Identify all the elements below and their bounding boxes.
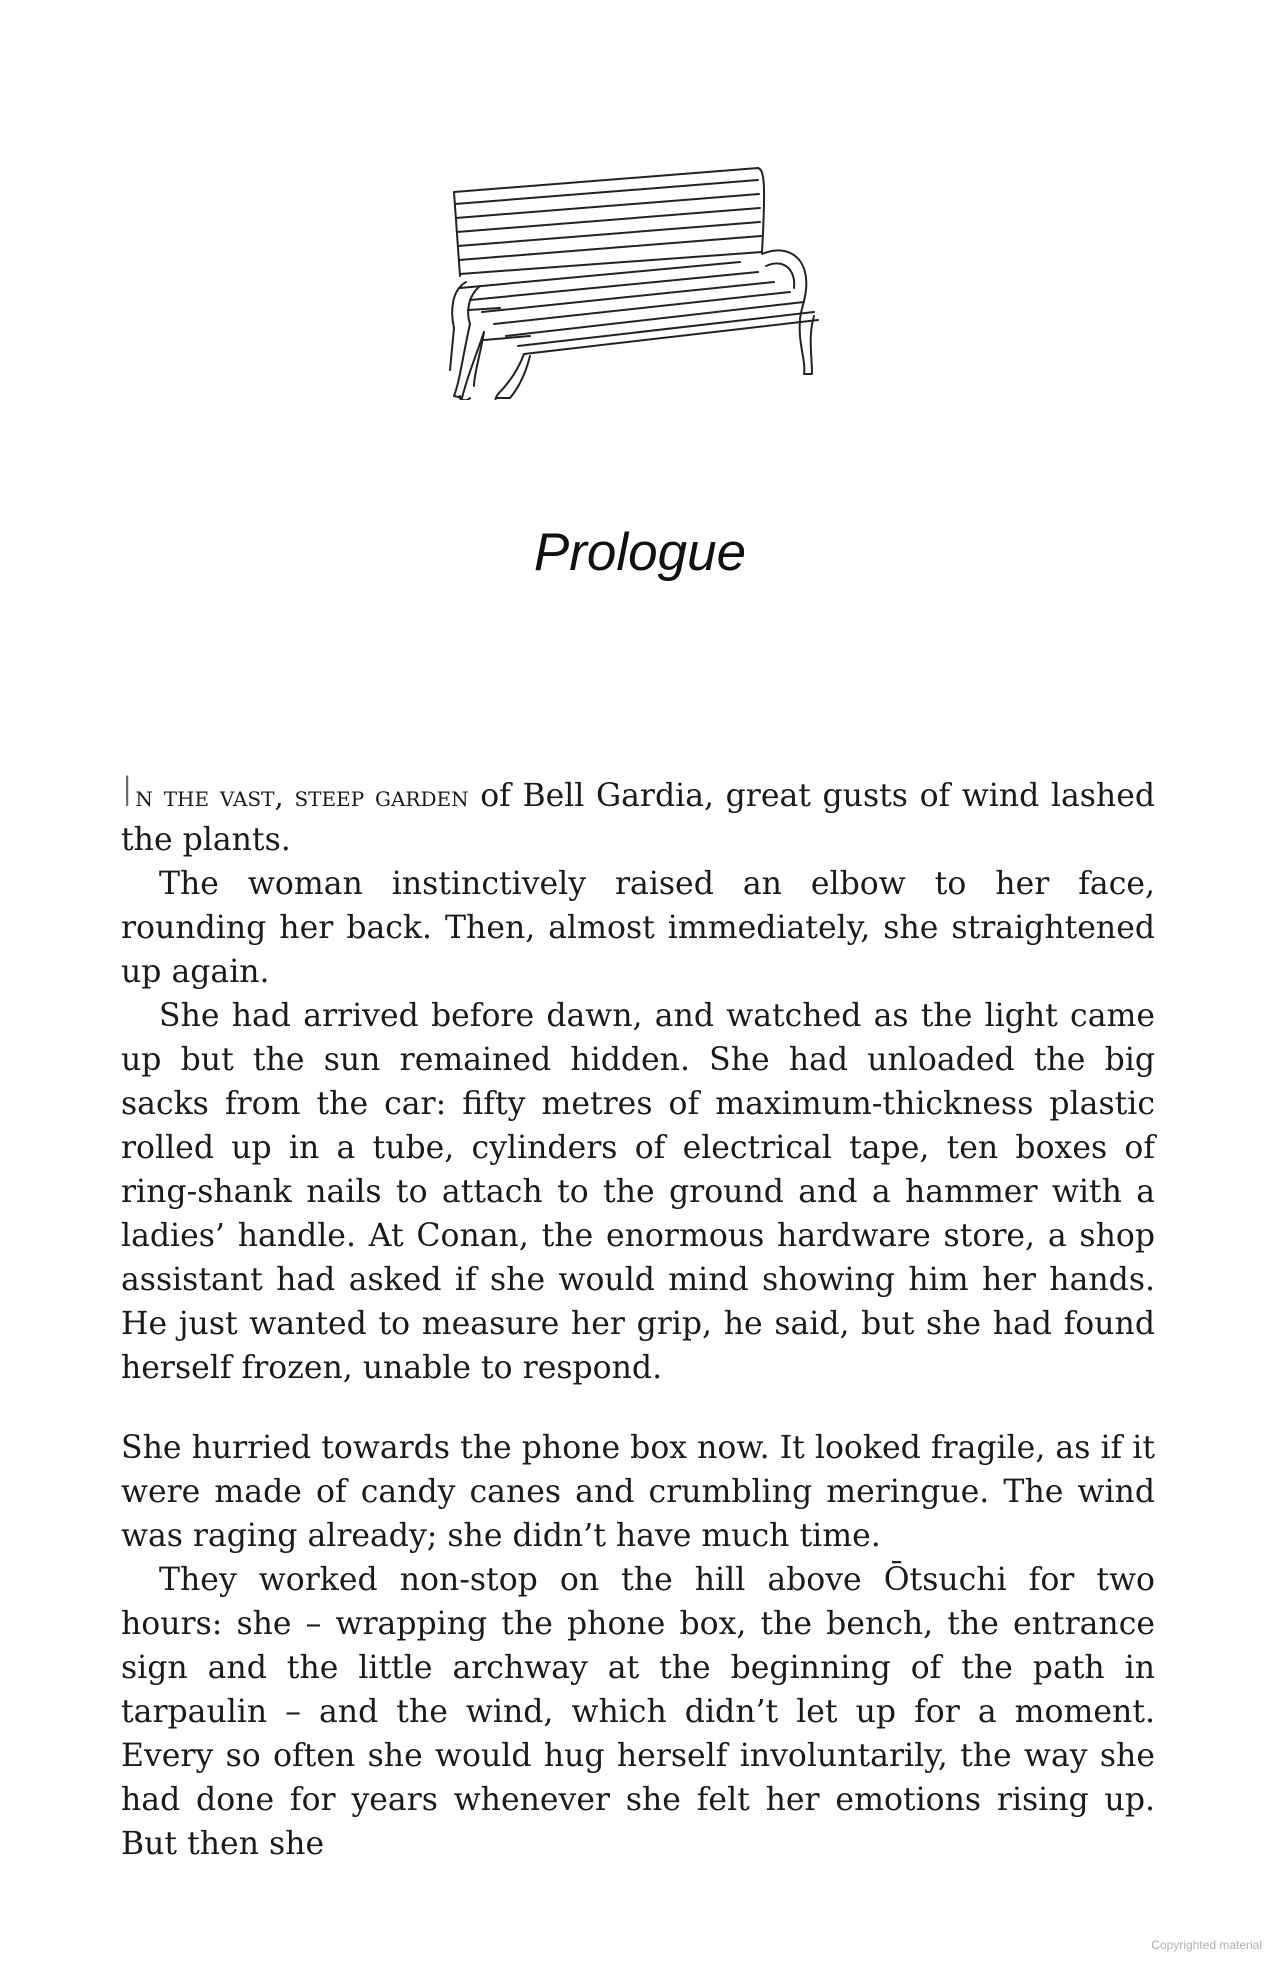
chapter-body bbox=[121, 767, 1155, 1866]
paragraph: She had arrived before dawn, and watched as the light came up but the sun remained hidden. She had unloaded the big sacks from the car: fifty metres of maximum-thickness plastic rolled up in a tube, cylinders of electrical tape, ten boxes of ring-shank nails to attach to the ground and a hammer with a ladies’ handle. At Conan, the enormous hardware store, a shop assistant had asked if she would mind showing him her hands. He just wanted to measure her grip, he said, but she had found herself frozen, unable to respond. bbox=[121, 998, 1155, 1386]
opening-small-caps: n the vast, steep garden bbox=[135, 779, 469, 813]
bench-illustration bbox=[440, 160, 840, 400]
chapter-title: Prologue bbox=[533, 523, 747, 582]
paragraph: She hurried towards the phone box now. It looked fragile, as if it were made of candy canes and crumbling meringue. The wind was raging already; she didn’t have much time. bbox=[121, 1430, 1155, 1554]
drop-cap: I bbox=[121, 767, 136, 816]
paragraph: The woman instinctively raised an elbow to her face, rounding her back. Then, almost immediately, she straightened up again. bbox=[121, 866, 1155, 990]
opening-text: of Bell Gardia, great gusts of wind lashed the plants. bbox=[121, 778, 1155, 858]
copyright-watermark: Copyrighted material bbox=[1151, 1938, 1262, 1952]
paragraph: They worked non-stop on the hill above Ōtsuchi for two hours: she – wrapping the phone box, the bench, the entrance sign and the little archway at the beginning of the path in tarpaulin – and the wind, which didn’t let up for a moment. Every so often she would hug herself involuntarily, the way she had done for years whenever she felt her emotions rising up. But then she bbox=[121, 1562, 1155, 1862]
opening-paragraph bbox=[121, 767, 1155, 862]
